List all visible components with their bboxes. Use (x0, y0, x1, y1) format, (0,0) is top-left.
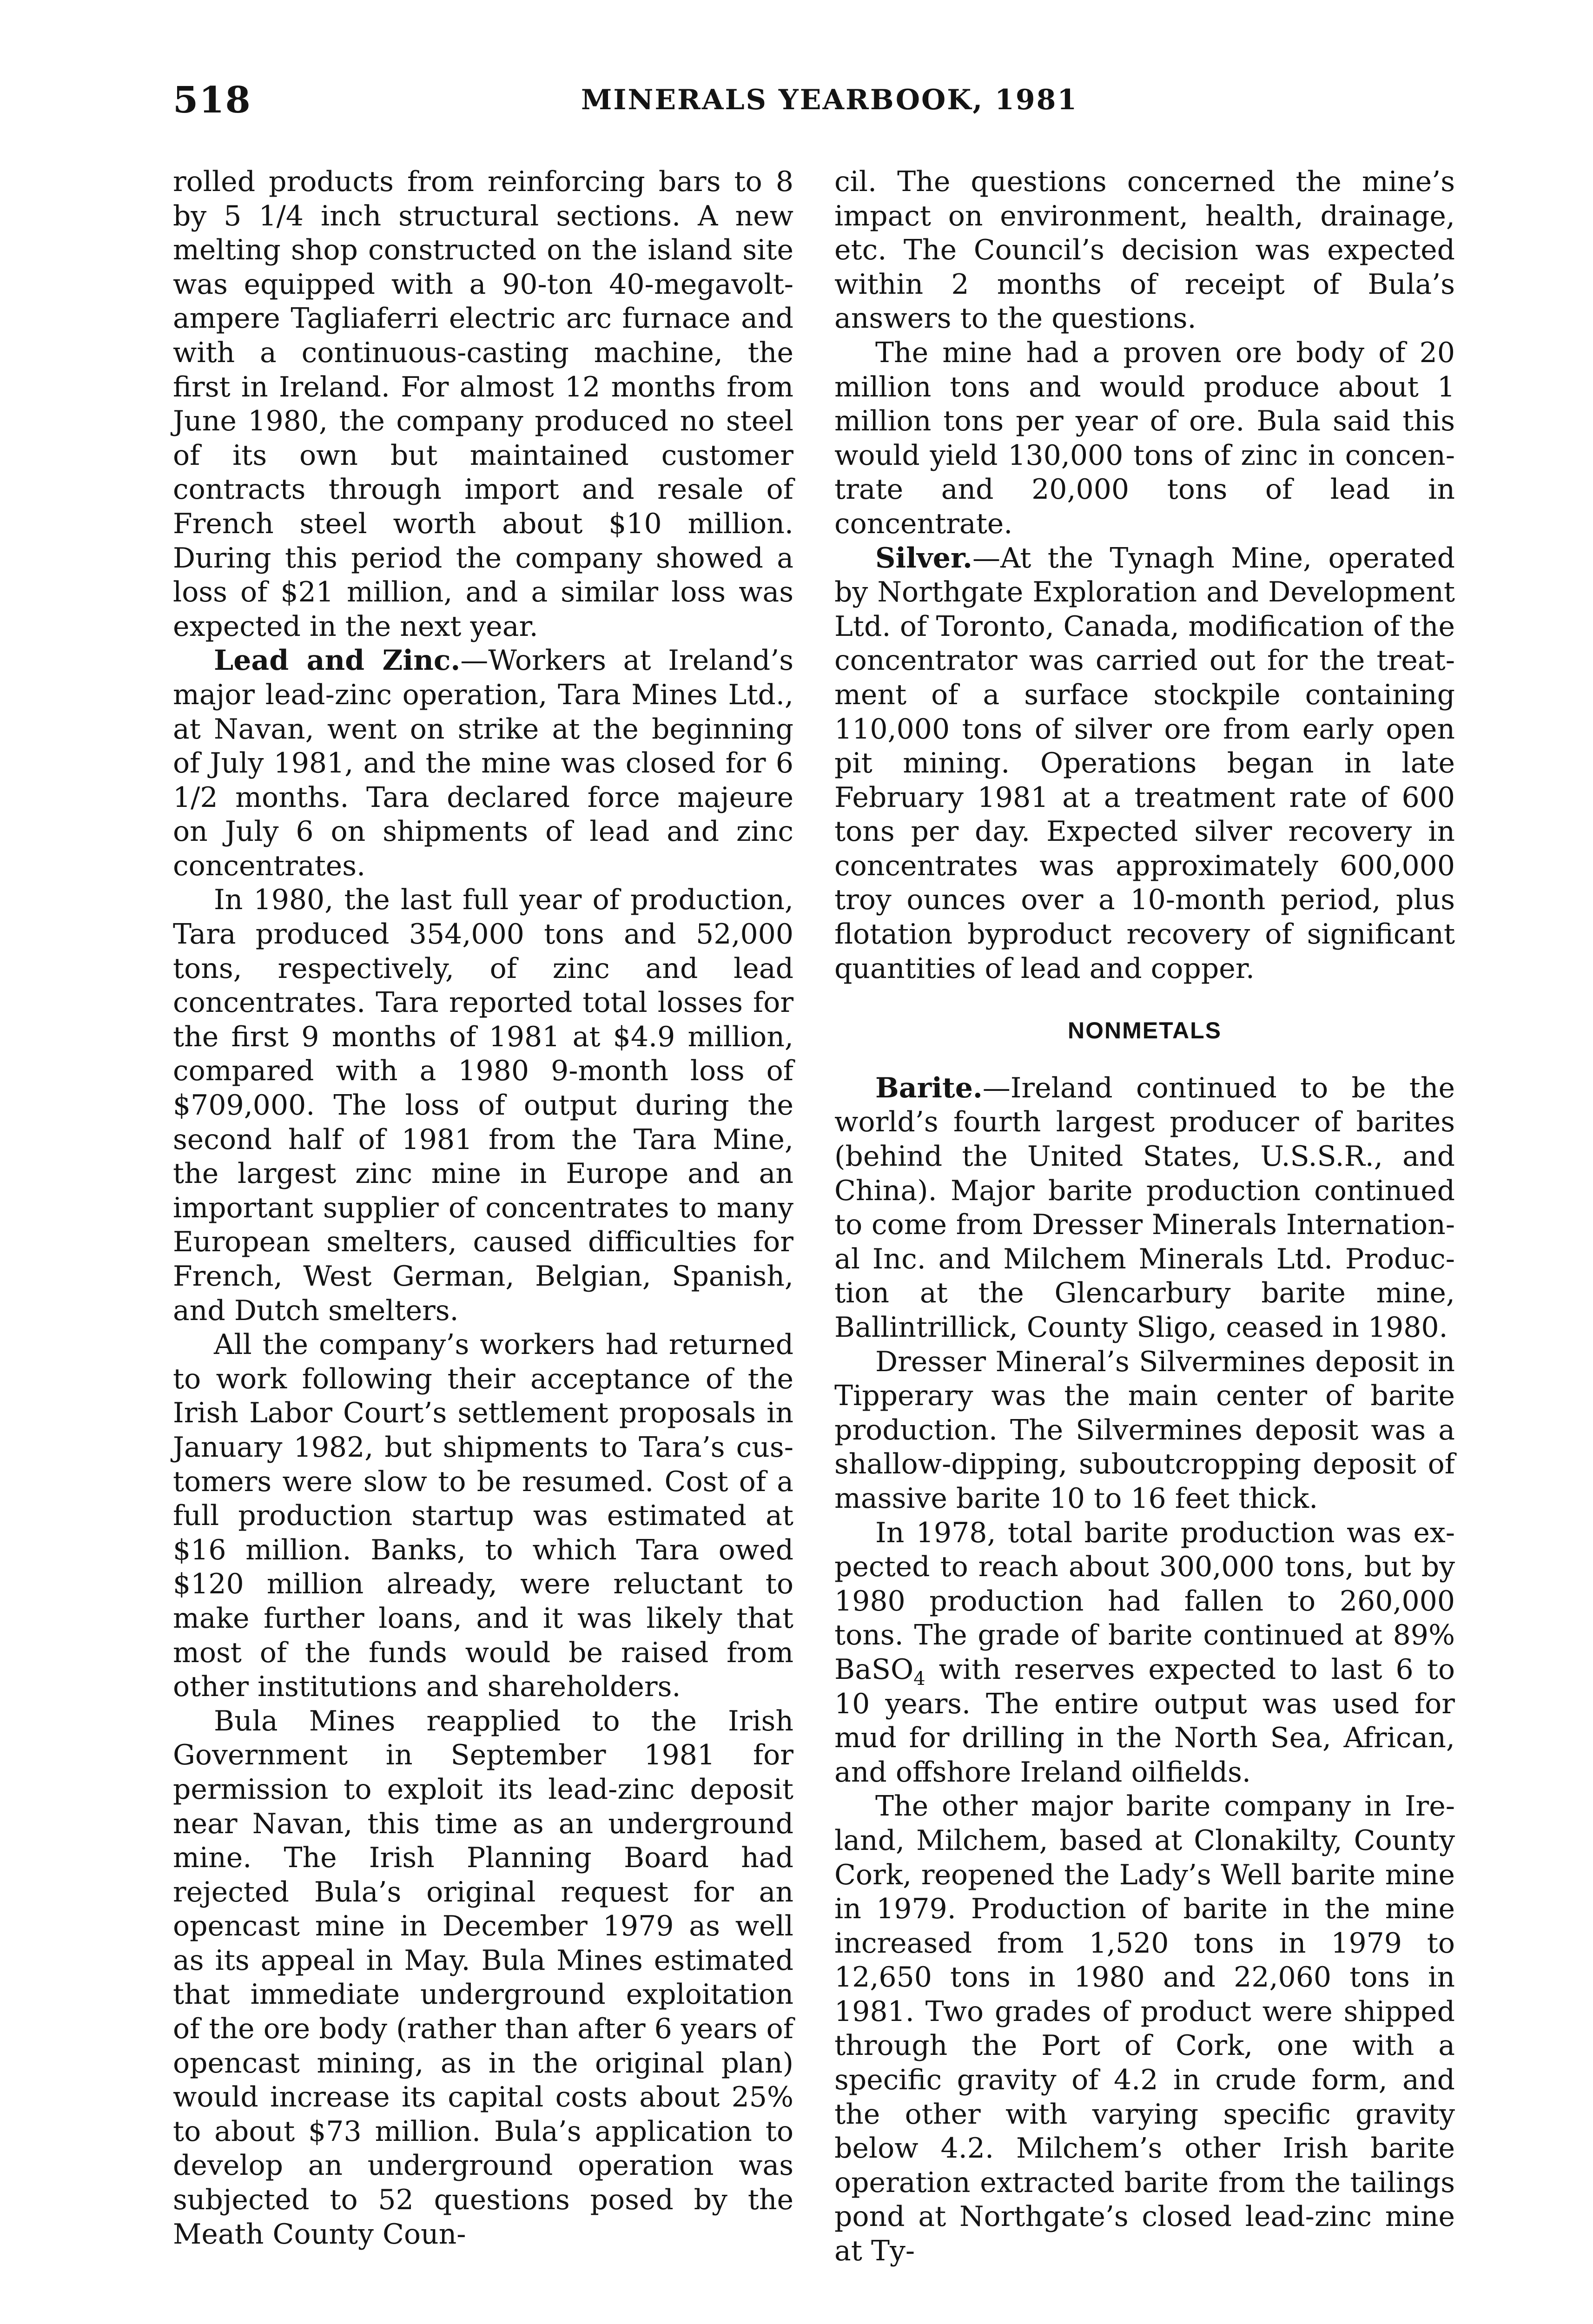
paragraph-barite-production (834, 1516, 1455, 1790)
paragraph-lead-zinc (173, 644, 793, 883)
barite-production-text: In 1978, total barite production was expected to reach about 300,000 tons, but by 1980 production had fallen to 260,000 tons. The grade of barite continued at 89% BaSO (834, 1516, 1455, 1686)
running-head (0, 79, 1593, 130)
paragraph-steel-continued: rolled products from reinforcing bars to 8 by 5 1/4 inch structural sections. A new melting shop constructed on the island site was equipped with a 90-ton 40-megavolt-ampere Tagliaferri electric arc furnace and with a continuous-casting machine, the first in Ireland. For almost 12 months from June 1980, the company produced no steel of its own but maintained customer contracts through import and resale of French steel worth about $10 million. During this period the company showed a loss of $21 million, and a similar loss was expected in the next year. (173, 165, 793, 643)
paragraph-barite (834, 1071, 1455, 1345)
paragraph-milchem: The other major barite company in Ireland, Milchem, based at Clonakilty, County Cork, reopened the Lady’s Well barite mine in 1979. Production of barite in the mine increased from 1,520 tons in 1979 to 12,650 tons in 1980 and 22,060 tons in 1981. Two grades of product were shipped through the Port of Cork, one with a specific gravity of 4.2 in crude form, and the other with varying specific gravity below 4.2. Milchem’s other Irish barite operation extracted barite from the tailings pond at Northgate’s closed lead-zinc mine at Ty- (834, 1790, 1455, 2268)
silver-heading: Silver. (875, 541, 972, 574)
paragraph-silver (834, 541, 1455, 986)
silver-text: —At the Tynagh Mine, operated by Northgate Exploration and Development Ltd. of Toronto, Canada, modification of the concentrator was carried out for the treatment of a surface stockpile containing 110,000 tons of silver ore from early open pit mining. Operations began in late February 1981 at a treatment rate of 600 tons per day. Expected silver recovery in concentrates was approximately 600,000 troy ounces over a 10-month period, plus flotation byproduct recovery of significant quantities of lead and copper. (834, 541, 1455, 985)
barite-production-text-end: with reserves expected to last 6 to 10 years. The entire output was used for mud for drilling in the North Sea, African, and offshore Ireland oilfields. (834, 1653, 1455, 1789)
left-column (173, 165, 793, 2251)
lead-zinc-text: —Workers at Ireland’s major lead-zinc operation, Tara Mines Ltd., at Navan, went on strike at the beginning of July 1981, and the mine was closed for 6 1/2 months. Tara declared force majeure on July 6 on shipments of lead and zinc concentrates. (173, 644, 793, 882)
paragraph-bula-mines: Bula Mines reapplied to the Irish Government in September 1981 for permission to exploit its lead-zinc deposit near Navan, this time as an underground mine. The Irish Planning Board had rejected Bula’s original request for an opencast mine in December 1979 as well as its appeal in May. Bula Mines estimated that immediate underground exploitation of the ore body (rather than after 6 years of opencast mining, as in the original plan) would increase its capital costs about 25% to about $73 million. Bula’s application to develop an underground operation was subjected to 52 questions posed by the Meath County Coun- (173, 1704, 793, 2251)
paragraph-tara-workers: All the company’s workers had returned to work following their acceptance of the Irish Labor Court’s settlement proposals in January 1982, but shipments to Tara’s customers were slow to be resumed. Cost of a full production startup was estimated at $16 million. Banks, to which Tara owed $120 million already, were reluctant to make further loans, and it was likely that most of the funds would be raised from other institutions and shareholders. (173, 1328, 793, 1703)
right-column (834, 165, 1455, 2269)
paragraph-ore-body: The mine had a proven ore body of 20 million tons and would produce about 1 million tons per year of ore. Bula said this would yield 130,000 tons of zinc in concentrate and 20,000 tons of lead in concentrate. (834, 336, 1455, 540)
barite-text: —Ireland continued to be the world’s fourth largest producer of barites (behind the United States, U.S.S.R., and China). Major barite production continued to come from Dresser Minerals International Inc. and Milchem Minerals Ltd. Production at the Glencarbury barite mine, Ballintrillick, County Sligo, ceased in 1980. (834, 1071, 1455, 1344)
baso4-subscript: 4 (913, 1668, 925, 1690)
barite-heading: Barite. (875, 1071, 983, 1104)
section-heading-nonmetals: NONMETALS (1068, 1017, 1222, 1044)
paragraph-silvermines: Dresser Mineral’s Silvermines deposit in Tipperary was the main center of barite production. The Silvermines deposit was a shallow-dipping, suboutcropping deposit of massive barite 10 to 16 feet thick. (834, 1345, 1455, 1515)
paragraph-council-continued: cil. The questions concerned the mine’s impact on environment, health, drainage, etc. The Council’s decision was expected within 2 months of receipt of Bula’s answers to the questions. (834, 165, 1455, 335)
running-title: MINERALS YEARBOOK, 1981 (581, 84, 1078, 116)
paragraph-tara-production: In 1980, the last full year of production, Tara produced 354,000 tons and 52,000 tons, respectively, of zinc and lead concentrates. Tara reported total losses for the first 9 months of 1981 at $4.9 million, compared with a 1980 9-month loss of $709,000. The loss of output during the second half of 1981 from the Tara Mine, the largest zinc mine in Europe and an important supplier of concentrates to many European smelters, caused difficulties for French, West German, Belgian, Spanish, and Dutch smelters. (173, 884, 793, 1327)
page-number: 518 (173, 79, 251, 121)
lead-zinc-heading: Lead and Zinc. (214, 644, 461, 677)
